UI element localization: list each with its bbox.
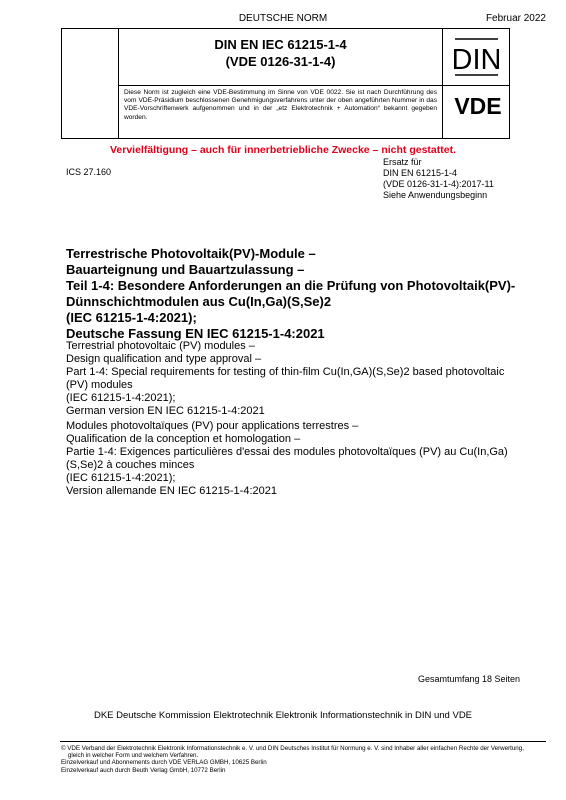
title-fr-line: Version allemande EN IEC 61215-1-4:2021 [66, 485, 277, 497]
title-fr-line: Qualification de la conception et homologation – [66, 433, 301, 445]
total-pages: Gesamtumfang 18 Seiten [417, 674, 520, 684]
title-en-line: Design qualification and type approval – [66, 353, 262, 365]
title-de-line: Bauarteignung und Bauartzulassung – [66, 262, 305, 277]
title-de-line: Terrestrische Photovoltaik(PV)-Module – [66, 246, 316, 261]
title-fr-line: Modules photovoltaïques (PV) pour applications terrestres – [66, 420, 359, 432]
replacement-label: Ersatz für [383, 157, 422, 167]
din-logo-mark [454, 38, 499, 76]
vde-number: (VDE 0126-31-1-4) [225, 54, 336, 69]
copyright-footer [61, 745, 551, 774]
copyright-line: © VDE Verband der Elektrotechnik Elektronik Informationstechnik e. V. und DIN Deutsches Institut für Normung e. V. sind Inhaber aller einfachen Rechte der Verwertung, [61, 745, 524, 752]
standard-designation [119, 36, 442, 70]
vde-logo [449, 92, 507, 118]
replacement-info [383, 157, 494, 201]
copyright-line: gleich in welcher Form und welchem Verfahren. [61, 752, 199, 760]
title-de-line: Dünnschichtmodulen aus Cu(In,Ga)(S,Se)2 [66, 294, 332, 309]
footer-divider [60, 741, 546, 742]
publication-date: Februar 2022 [485, 13, 546, 24]
ics-code: ICS 27.160 [66, 167, 112, 177]
replaced-standard: DIN EN 61215-1-4 [383, 168, 458, 178]
title-fr-line: Partie 1-4: Exigences particulières d'essai des modules photovoltaïques (PV) au Cu(In,Ga) [66, 446, 508, 458]
title-en-line: (PV) modules [66, 379, 133, 391]
frame-divider-horizontal [118, 85, 509, 86]
application-start-note: Siehe Anwendungsbeginn [383, 190, 488, 200]
title-en-line: Part 1-4: Special requirements for testing of thin-film Cu(In,GA)(S,Se)2 based photovoltaic [66, 366, 505, 378]
dke-line: DKE Deutsche Kommission Elektrotechnik Elektronik Informationstechnik in DIN und VDE [93, 710, 473, 721]
title-de-line: Deutsche Fassung EN IEC 61215-1-4:2021 [66, 326, 325, 341]
document-type: DEUTSCHE NORM [238, 13, 328, 24]
title-fr-line: (S,Se)2 à couches minces [66, 459, 195, 471]
standard-number: DIN EN IEC 61215-1-4 [214, 37, 347, 52]
frame-divider-right [442, 28, 443, 138]
title-french [66, 420, 536, 498]
vde-logo-text: VDE [454, 93, 502, 118]
vde-logo-mark [449, 92, 507, 118]
vde-notice: Diese Norm ist zugleich eine VDE-Bestimmung im Sinne von VDE 0022. Sie ist nach Durchführung des vom VDE-Präsidium beschlossenen Genehmigungsverfahrens unter der oben angeführten Nummer in das VDE-Vorschriftenwerk aufgenommen und in der „etz Elektrotechnik + Automation“ bekannt gegeben worden. [124, 89, 437, 121]
title-fr-line: (IEC 61215-1-4:2021); [66, 472, 176, 484]
replaced-vde: (VDE 0126-31-1-4):2017-11 [383, 179, 494, 189]
title-en-line: Terrestrial photovoltaic (PV) modules – [66, 340, 255, 352]
title-en-line: German version EN IEC 61215-1-4:2021 [66, 405, 265, 417]
din-logo [454, 38, 499, 76]
sales-line: Einzelverkauf auch durch Beuth Verlag GmbH, 10772 Berlin [61, 766, 226, 774]
title-de-line: (IEC 61215-1-4:2021); [66, 310, 197, 325]
title-english [66, 340, 536, 418]
title-en-line: (IEC 61215-1-4:2021); [66, 392, 176, 404]
copy-warning: Vervielfältigung – auch für innerbetriebliche Zwecke – nicht gestattet. [109, 144, 456, 156]
sales-line: Einzelverkauf und Abonnements durch VDE VERLAG GMBH, 10625 Berlin [61, 759, 267, 767]
title-german [66, 246, 536, 342]
din-logo-text: DIN [454, 44, 499, 76]
title-de-line: Teil 1-4: Besondere Anforderungen an die Prüfung von Photovoltaik(PV)- [66, 278, 516, 293]
